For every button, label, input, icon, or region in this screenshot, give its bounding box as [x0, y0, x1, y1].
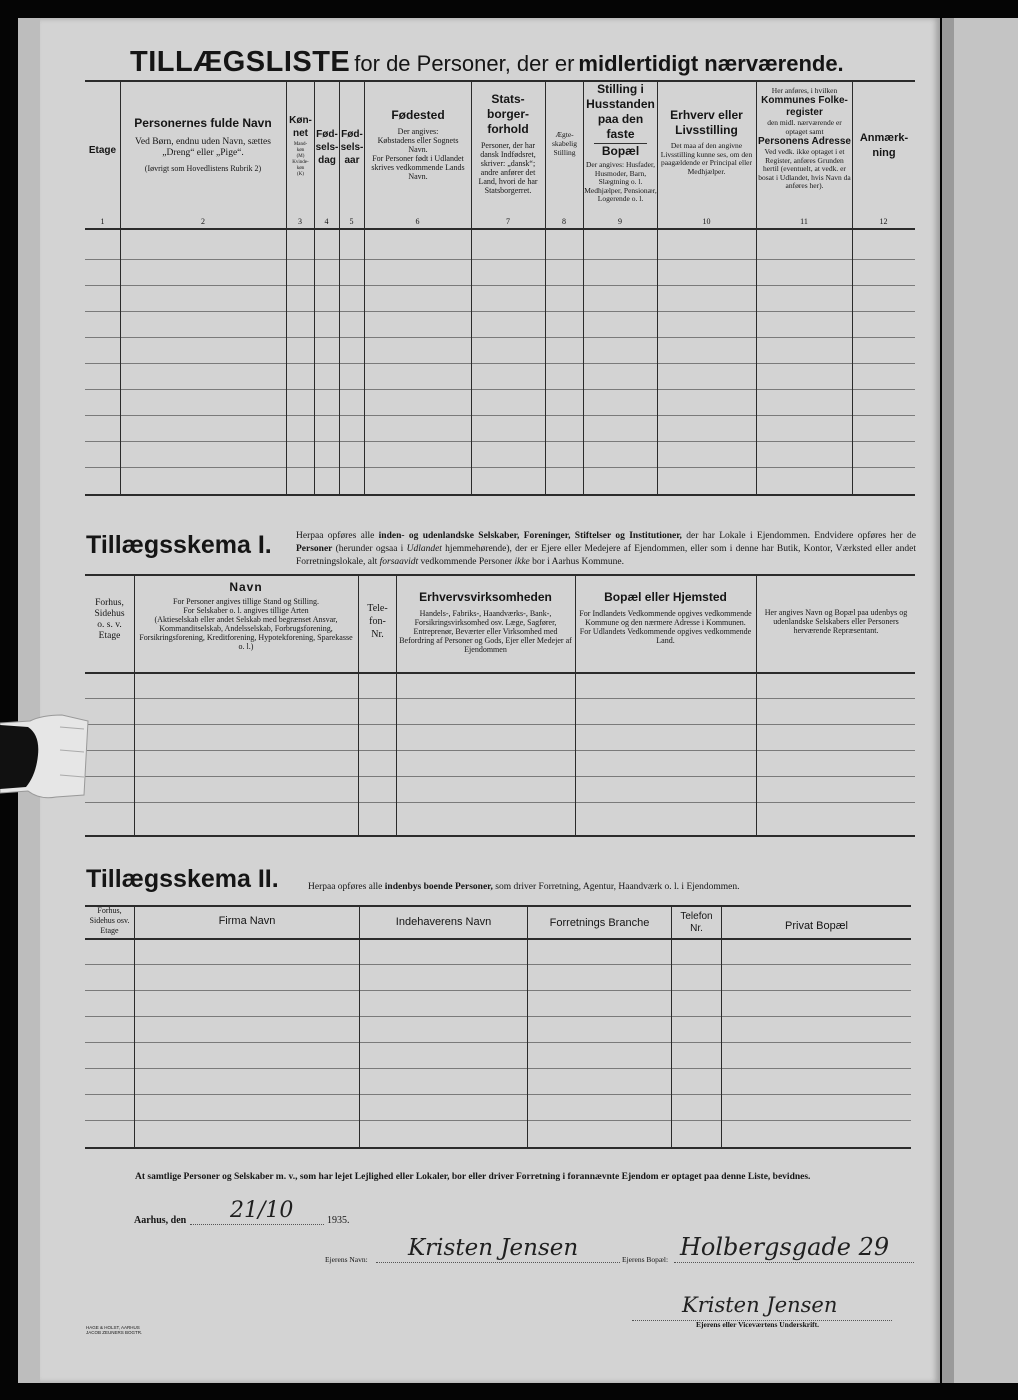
next-page-edge [942, 18, 1018, 1383]
col-konnet-title: Køn- net [289, 115, 312, 139]
col-num: 9 [618, 217, 622, 226]
col-aegte: Ægte- skabelig Stilling [552, 130, 577, 157]
date-line [190, 1224, 324, 1225]
title-main: TILLÆGSLISTE [130, 46, 351, 78]
adjacent-page-edge [18, 18, 40, 1383]
attestation: At samtlige Personer og Selskaber m. v., som har lejet Lejlighed eller Lokaler, bor eller driver Forretning i forannævnte Ejendom er optaget paa denne Liste, bevidnes. [135, 1172, 811, 1182]
skema1-col-bopael-title: Bopæl eller Hjemsted [604, 590, 727, 604]
col-stats-title: Stats- borger- forhold [487, 92, 529, 136]
skema1-col-erhverv-desc: Handels-, Fabriks-, Haandværks-, Bank-, Forsikringsvirksomhed osv. Læge, Sagfører, Entreprenør, Beværter eller Virksomhed med Befordring af Personer og Gods, Ejer eller Medejer af Ejendommen [399, 609, 572, 654]
col-num: 8 [562, 217, 566, 226]
col-anmaerkning: Anmærk- ning [859, 132, 909, 159]
skema1-desc-h: forsaavidt [379, 557, 419, 567]
col-stilling-title: Stilling i Husstanden paa den faste [586, 82, 655, 141]
col-fodselsaar: Fød- sels- aar [340, 129, 364, 166]
clip-tab [0, 705, 90, 800]
col-register-desc: Ved vedk. ikke optaget i et Register, anføres Grunden hertil (eventuelt, at vedk. er bosat i Udlandet, hvis Navn da anføres her). [758, 147, 851, 190]
owner-name-label: Ejerens Navn: [325, 1255, 368, 1264]
skema1-col-bopael-desc: For Indlandets Vedkommende opgives vedkommende Kommune og den nærmere Adresse i Kommunen. For Udlandets Vedkommende opgives vedkommende Land. [579, 609, 752, 645]
skema1-desc-c: der har Lokale i Ejendommen. Endvidere opføres her de [681, 531, 916, 541]
col-navn-note: (Iøvrigt som Hovedlistens Rubrik 2) [144, 164, 262, 173]
skema2-desc-b: indenbys boende Personer, [384, 882, 493, 892]
col-konnet-sub: Mand- køn (M) Kvinde- køn (K) [292, 142, 309, 177]
col-register-title: Kommunes Folke-register [761, 95, 848, 118]
title-bold-end: midlertidigt nærværende. [578, 51, 844, 76]
col-fodested-desc: Der angives: Købstadens eller Sognets Navn. For Personer født i Udlandet skrives vedkommende Lands Navn. [371, 127, 465, 181]
col-register-adr: Personens Adresse [757, 136, 851, 147]
col-num: 4 [324, 217, 329, 226]
col-num: 2 [201, 217, 205, 226]
year-label: 1935. [327, 1215, 350, 1226]
skema2-desc-c: som driver Forretning, Agentur, Haandværk o. l. i Ejendommen. [492, 882, 740, 892]
owner-address-handwritten: Holbergsgade 29 [680, 1233, 890, 1261]
owner-address-line [674, 1262, 914, 1263]
col-navn-title: Personernes fulde Navn [134, 116, 272, 130]
skema1-desc-i: vedkommende Personer [418, 557, 515, 567]
date-handwritten: 21/10 [230, 1198, 294, 1223]
col-stats-desc: Personer, der har dansk Indfødsret, skriver: „dansk“; andre anfører det Land, hvori de har Statsborgerret. [478, 141, 538, 195]
printer-mark: HAGE & HOLST, AARHUS JACOB ZEUNERS BOGTR. [86, 1325, 143, 1335]
owner-address-label: Ejerens Bopæl: [622, 1255, 669, 1264]
skema1-col-etage: Forhus, Sidehus o. s. v. Etage [94, 598, 125, 641]
col-num: 7 [506, 217, 510, 226]
signature-caption: Ejerens eller Viceværtens Underskrift. [696, 1320, 820, 1329]
date-city-label: Aarhus, den [134, 1215, 187, 1226]
col-erhverv-title: Erhverv eller Livsstilling [670, 108, 743, 137]
skema1-title: Tillægsskema I. [86, 531, 272, 559]
skema1-col-navn-desc: For Personer angives tillige Stand og Stilling. For Selskaber o. l. angives tillige Arten (Aktieselskab eller andet Selskab med begrænset Ansvar, Kommanditselskab, Andelsselskab, Forbrugsforening, Forsikringsforening, Kreditforening, Hypotekforening, Sparekasse o. l.) [139, 597, 353, 651]
col-register-top: Her anføres, i hvilken [771, 86, 838, 95]
skema1-desc-g: hjemmehørende), der er Ejere eller Medejere af Ejendommen, eller som i denne har Butik, Kontor, Værksted eller andet Forretningslokale, alt [296, 544, 916, 567]
skema1-col-telefon: Tele- fon- Nr. [367, 603, 388, 640]
skema2-col-etage: Forhus, Sidehus osv. Etage [89, 906, 130, 935]
skema2-desc-a: Herpaa opføres alle [308, 882, 385, 892]
skema2-col-privat: Privat Bopæl [785, 920, 848, 932]
skema2-col-firma: Firma Navn [218, 915, 276, 927]
col-stilling-desc: Der angives: Husfader, Husmoder, Barn, Slægtning o. l. Medhjælper, Pensionær, Logerende o. l. [584, 160, 657, 203]
col-num: 5 [349, 217, 354, 226]
skema1-col-repr: Her angives Navn og Bopæl paa udenbys og udenlandske Selskabers eller Personers herværende Repræsentant. [764, 608, 908, 635]
col-num: 6 [415, 217, 420, 226]
skema1-col-erhverv-title: Erhvervsvirksomheden [419, 590, 552, 604]
col-fodested-title: Fødested [391, 108, 445, 122]
skema1-desc-a: Herpaa opføres alle [296, 531, 379, 541]
col-num: 10 [702, 217, 711, 226]
skema1-desc-b: inden- og udenlandske Selskaber, Foreninger, Stiftelser og Institutioner, [378, 531, 682, 541]
col-fodselsdag: Fød- sels- dag [315, 129, 339, 166]
skema1-desc-e: (herunder ogsaa i [332, 544, 407, 554]
title-rest: for de Personer, der er [354, 51, 575, 76]
skema1-desc-j: ikke [514, 557, 530, 567]
owner-name-handwritten: Kristen Jensen [408, 1235, 579, 1261]
signature-handwritten: Kristen Jensen [682, 1293, 838, 1317]
col-register-mid: den midl. nærværende er optaget samt [767, 118, 842, 136]
col-erhverv-desc: Det maa af den angivne Livsstilling kunne ses, om den paagældende er Principal eller Medhjælper. [660, 141, 753, 176]
skema2-table [40, 18, 940, 1168]
col-num: 3 [298, 217, 302, 226]
skema2-col-telefon: Telefon Nr. [680, 911, 713, 934]
owner-name-line [376, 1262, 620, 1263]
col-navn-desc: Ved Børn, endnu uden Navn, sættes „Dreng“ eller „Pige“. [135, 137, 271, 158]
skema1-desc-f: Udlandet [406, 544, 442, 554]
skema2-col-indehaver: Indehaverens Navn [395, 916, 492, 928]
skema1-col-navn-title: Navn [229, 580, 263, 594]
skema2-title: Tillægsskema II. [86, 865, 279, 893]
skema1-desc-d: Personer [296, 544, 333, 554]
form-page [40, 18, 940, 1383]
col-stilling-bopael: Bopæl [594, 143, 647, 159]
col-num: 12 [879, 217, 888, 226]
skema1-desc-k: bor i Aarhus Kommune. [529, 557, 624, 567]
col-num: 11 [800, 217, 808, 226]
col-etage: Etage [88, 145, 117, 156]
skema2-col-branche: Forretnings Branche [549, 917, 650, 929]
col-num: 1 [100, 217, 105, 226]
